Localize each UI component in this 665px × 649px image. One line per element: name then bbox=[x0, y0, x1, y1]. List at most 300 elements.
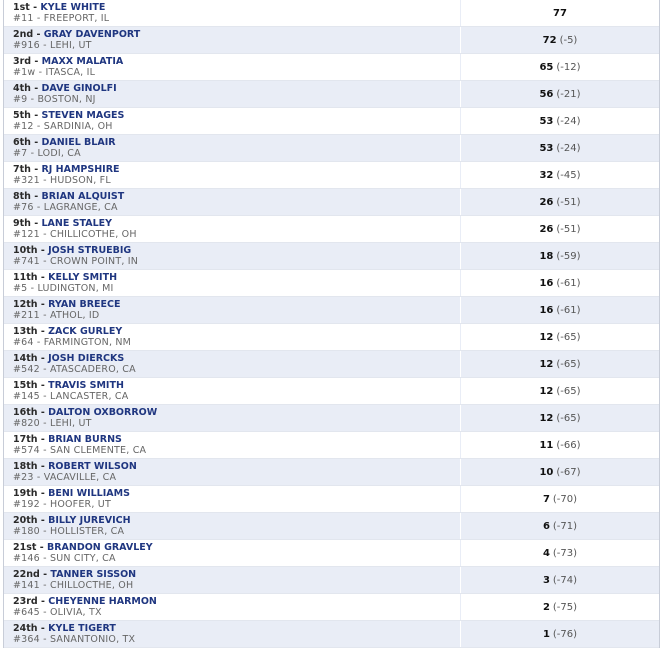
separator: - bbox=[27, 283, 38, 294]
rider-hometown: HOLLISTER, CA bbox=[49, 526, 125, 537]
points-diff: (-61) bbox=[556, 305, 581, 316]
rider-hometown: ITASCA, IL bbox=[45, 67, 96, 78]
rider-hometown: SUN CITY, CA bbox=[49, 553, 116, 564]
rider-details bbox=[13, 121, 459, 133]
place-label: 24th bbox=[13, 623, 38, 634]
separator: - bbox=[39, 175, 50, 186]
separator: - bbox=[37, 245, 49, 256]
separator: - bbox=[37, 623, 49, 634]
points-diff: (-65) bbox=[556, 332, 581, 343]
table-row bbox=[4, 189, 659, 216]
rider-hometown: FREEPORT, IL bbox=[43, 13, 110, 24]
rider-hometown: BOSTON, NJ bbox=[37, 94, 96, 105]
points-cell bbox=[461, 629, 659, 641]
rider-cell bbox=[13, 29, 459, 52]
rider-number: #542 bbox=[13, 364, 40, 375]
rider-heading bbox=[13, 515, 459, 526]
rider-cell bbox=[13, 326, 459, 349]
place-label: 7th bbox=[13, 164, 31, 175]
rider-name-link[interactable]: STEVEN MAGES bbox=[41, 110, 125, 121]
rider-cell bbox=[13, 83, 459, 106]
standings-table bbox=[4, 0, 659, 648]
rider-number: #141 bbox=[13, 580, 40, 591]
rider-name-link[interactable]: ZACK GURLEY bbox=[48, 326, 123, 337]
rider-name-link[interactable]: JOSH DIERCKS bbox=[48, 353, 125, 364]
points-diff: (-5) bbox=[559, 35, 578, 46]
table-row bbox=[4, 324, 659, 351]
rider-cell bbox=[13, 515, 459, 538]
rider-details bbox=[13, 202, 459, 214]
points-cell bbox=[461, 224, 659, 236]
place-label: 10th bbox=[13, 245, 38, 256]
table-row bbox=[4, 108, 659, 135]
place-label: 5th bbox=[13, 110, 31, 121]
rider-cell bbox=[13, 56, 459, 79]
separator: - bbox=[37, 380, 49, 391]
points-value: 26 bbox=[539, 197, 554, 208]
points-diff: (-51) bbox=[556, 197, 581, 208]
rider-hometown: CROWN POINT, IN bbox=[49, 256, 139, 267]
place-label: 22nd bbox=[13, 569, 40, 580]
rider-cell bbox=[13, 299, 459, 322]
rider-heading bbox=[13, 272, 459, 283]
separator: - bbox=[37, 596, 49, 607]
points-value: 11 bbox=[539, 440, 554, 451]
place-label: 13th bbox=[13, 326, 38, 337]
rider-hometown: HOOFER, UT bbox=[49, 499, 111, 510]
rider-number: #180 bbox=[13, 526, 40, 537]
points-cell bbox=[461, 413, 659, 425]
table-row bbox=[4, 459, 659, 486]
points-cell bbox=[461, 116, 659, 128]
place-label: 23rd bbox=[13, 596, 38, 607]
separator: - bbox=[30, 110, 42, 121]
rider-details bbox=[13, 229, 459, 241]
separator: - bbox=[36, 542, 47, 553]
rider-cell bbox=[13, 434, 459, 457]
rider-number: #645 bbox=[13, 607, 40, 618]
separator: - bbox=[30, 191, 42, 202]
points-value: 53 bbox=[539, 116, 554, 127]
points-diff: (-67) bbox=[556, 467, 581, 478]
rider-details bbox=[13, 337, 459, 349]
place-label: 3rd bbox=[13, 56, 32, 67]
place-label: 4th bbox=[13, 83, 31, 94]
rider-details bbox=[13, 499, 459, 511]
table-row bbox=[4, 27, 659, 54]
rider-number: #146 bbox=[13, 553, 40, 564]
rider-details bbox=[13, 553, 459, 565]
rider-number: #7 bbox=[13, 148, 28, 159]
separator: - bbox=[33, 29, 44, 40]
place-label: 8th bbox=[13, 191, 31, 202]
points-value: 4 bbox=[542, 548, 550, 559]
points-diff: (-65) bbox=[556, 413, 581, 424]
place-label: 17th bbox=[13, 434, 38, 445]
points-diff: (-21) bbox=[556, 89, 581, 100]
rider-name-link[interactable]: BENI WILLIAMS bbox=[48, 488, 130, 499]
rider-details bbox=[13, 148, 459, 160]
rider-hometown: LANCASTER, CA bbox=[49, 391, 129, 402]
place-label: 19th bbox=[13, 488, 38, 499]
rider-details bbox=[13, 67, 459, 79]
rider-hometown: FARMINGTON, NM bbox=[43, 337, 132, 348]
rider-heading bbox=[13, 299, 459, 310]
rider-heading bbox=[13, 380, 459, 391]
rider-cell bbox=[13, 623, 459, 646]
separator: - bbox=[39, 607, 50, 618]
rider-cell bbox=[13, 218, 459, 241]
rider-hometown: CHILLICOTHE, OH bbox=[49, 229, 137, 240]
rider-hometown: CHILLOCTHE, OH bbox=[49, 580, 134, 591]
points-cell bbox=[461, 602, 659, 614]
points-value: 32 bbox=[539, 170, 554, 181]
rider-number: #9 bbox=[13, 94, 28, 105]
rider-details bbox=[13, 283, 459, 295]
rider-name-link[interactable]: TRAVIS SMITH bbox=[48, 380, 124, 391]
rider-name-link[interactable]: TANNER SISSON bbox=[50, 569, 137, 580]
rider-cell bbox=[13, 353, 459, 376]
points-cell bbox=[461, 359, 659, 371]
rider-heading bbox=[13, 434, 459, 445]
rider-heading bbox=[13, 110, 459, 121]
rider-details bbox=[13, 310, 459, 322]
separator: - bbox=[27, 148, 38, 159]
separator: - bbox=[37, 326, 49, 337]
rider-number: #1w bbox=[13, 67, 36, 78]
points-diff: (-65) bbox=[556, 386, 581, 397]
rider-number: #64 bbox=[13, 337, 34, 348]
rider-heading bbox=[13, 542, 459, 553]
rider-heading bbox=[13, 461, 459, 472]
rider-heading bbox=[13, 83, 459, 94]
rider-details bbox=[13, 40, 459, 52]
table-row bbox=[4, 216, 659, 243]
rider-heading bbox=[13, 56, 459, 67]
rider-cell bbox=[13, 110, 459, 133]
rider-name-link[interactable]: JOSH STRUEBIG bbox=[48, 245, 132, 256]
table-row bbox=[4, 432, 659, 459]
place-label: 12th bbox=[13, 299, 38, 310]
separator: - bbox=[39, 634, 50, 645]
points-cell bbox=[461, 305, 659, 317]
points-diff: (-12) bbox=[556, 62, 581, 73]
rider-cell bbox=[13, 407, 459, 430]
rider-heading bbox=[13, 218, 459, 229]
rider-name-link[interactable]: MAXX MALATIA bbox=[41, 56, 124, 67]
rider-name-link[interactable]: BRIAN ALQUIST bbox=[41, 191, 125, 202]
table-row bbox=[4, 162, 659, 189]
rider-number: #121 bbox=[13, 229, 40, 240]
points-value: 6 bbox=[542, 521, 550, 532]
rider-name-link[interactable]: BRIAN BURNS bbox=[48, 434, 122, 445]
rider-cell bbox=[13, 569, 459, 592]
points-diff: (-76) bbox=[552, 629, 578, 640]
place-label: 9th bbox=[13, 218, 31, 229]
separator: - bbox=[39, 580, 50, 591]
separator: - bbox=[37, 461, 49, 472]
rider-hometown: SAN CLEMENTE, CA bbox=[49, 445, 147, 456]
rider-hometown: ATHOL, ID bbox=[49, 310, 100, 321]
rider-name-link[interactable]: CHEYENNE HARMON bbox=[48, 596, 157, 607]
rider-details bbox=[13, 364, 459, 376]
rider-cell bbox=[13, 380, 459, 403]
rider-heading bbox=[13, 596, 459, 607]
rider-hometown: VACAVILLE, CA bbox=[43, 472, 117, 483]
rider-hometown: LEHI, UT bbox=[49, 40, 92, 51]
points-value: 56 bbox=[539, 89, 554, 100]
separator: - bbox=[37, 272, 49, 283]
place-label: 1st bbox=[13, 2, 30, 13]
separator: - bbox=[39, 445, 50, 456]
points-cell bbox=[461, 251, 659, 263]
points-cell bbox=[461, 35, 659, 47]
rider-heading bbox=[13, 191, 459, 202]
rider-cell bbox=[13, 488, 459, 511]
place-label: 20th bbox=[13, 515, 38, 526]
rider-name-link[interactable]: RYAN BREECE bbox=[48, 299, 121, 310]
points-value: 2 bbox=[542, 602, 550, 613]
separator: - bbox=[39, 256, 50, 267]
rider-hometown: LUDINGTON, MI bbox=[37, 283, 114, 294]
points-diff: (-75) bbox=[552, 602, 578, 613]
points-cell bbox=[461, 197, 659, 209]
rider-details bbox=[13, 256, 459, 268]
rider-heading bbox=[13, 2, 459, 13]
rider-name-link[interactable]: GRAY DAVENPORT bbox=[43, 29, 141, 40]
points-diff: (-70) bbox=[552, 494, 578, 505]
points-diff: (-73) bbox=[552, 548, 578, 559]
rider-name-link[interactable]: DALTON OXBORROW bbox=[48, 407, 158, 418]
rider-details bbox=[13, 445, 459, 457]
table-row bbox=[4, 594, 659, 621]
points-cell bbox=[461, 143, 659, 155]
table-row bbox=[4, 351, 659, 378]
rider-cell bbox=[13, 137, 459, 160]
points-diff: (-24) bbox=[556, 143, 581, 154]
points-value: 1 bbox=[542, 629, 550, 640]
rider-heading bbox=[13, 623, 459, 634]
separator: - bbox=[33, 121, 44, 132]
rider-hometown: LEHI, UT bbox=[49, 418, 92, 429]
separator: - bbox=[33, 337, 44, 348]
points-cell bbox=[461, 575, 659, 587]
rider-number: #12 bbox=[13, 121, 34, 132]
rider-hometown: SARDINIA, OH bbox=[43, 121, 113, 132]
table-row bbox=[4, 81, 659, 108]
rider-details bbox=[13, 94, 459, 106]
table-row bbox=[4, 135, 659, 162]
points-value: 12 bbox=[539, 413, 554, 424]
points-cell bbox=[461, 332, 659, 344]
rider-cell bbox=[13, 272, 459, 295]
points-diff: (-24) bbox=[556, 116, 581, 127]
place-label: 14th bbox=[13, 353, 38, 364]
separator: - bbox=[37, 299, 49, 310]
separator: - bbox=[37, 488, 49, 499]
rider-number: #23 bbox=[13, 472, 34, 483]
table-row bbox=[4, 54, 659, 81]
separator: - bbox=[37, 407, 49, 418]
rider-number: #916 bbox=[13, 40, 40, 51]
points-cell bbox=[461, 8, 659, 20]
rider-number: #820 bbox=[13, 418, 40, 429]
separator: - bbox=[33, 13, 44, 24]
points-value: 3 bbox=[542, 575, 550, 586]
points-value: 72 bbox=[542, 35, 557, 46]
rider-number: #211 bbox=[13, 310, 40, 321]
rider-name-link[interactable]: BILLY JUREVICH bbox=[48, 515, 131, 526]
table-row bbox=[4, 378, 659, 405]
table-row bbox=[4, 621, 659, 648]
place-label: 6th bbox=[13, 137, 31, 148]
rider-name-link[interactable]: KELLY SMITH bbox=[48, 272, 118, 283]
rider-hometown: ATASCADERO, CA bbox=[49, 364, 136, 375]
separator: - bbox=[33, 202, 44, 213]
rider-number: #574 bbox=[13, 445, 40, 456]
rider-cell bbox=[13, 2, 459, 25]
rider-cell bbox=[13, 542, 459, 565]
points-cell bbox=[461, 467, 659, 479]
separator: - bbox=[37, 515, 49, 526]
points-cell bbox=[461, 170, 659, 182]
table-row bbox=[4, 0, 659, 27]
rider-hometown: LAGRANGE, CA bbox=[43, 202, 118, 213]
points-cell bbox=[461, 494, 659, 506]
points-value: 12 bbox=[539, 386, 554, 397]
points-cell bbox=[461, 521, 659, 533]
separator: - bbox=[39, 364, 50, 375]
separator: - bbox=[33, 472, 44, 483]
separator: - bbox=[30, 137, 42, 148]
points-value: 18 bbox=[539, 251, 554, 262]
rider-hometown: OLIVIA, TX bbox=[49, 607, 102, 618]
separator: - bbox=[30, 83, 42, 94]
table-row bbox=[4, 513, 659, 540]
place-label: 11th bbox=[13, 272, 38, 283]
table-row bbox=[4, 297, 659, 324]
rider-hometown: LODI, CA bbox=[37, 148, 81, 159]
rider-heading bbox=[13, 353, 459, 364]
rider-name-link[interactable]: KYLE TIGERT bbox=[48, 623, 116, 634]
rider-number: #192 bbox=[13, 499, 40, 510]
rider-number: #76 bbox=[13, 202, 34, 213]
rider-heading bbox=[13, 569, 459, 580]
rider-number: #5 bbox=[13, 283, 28, 294]
separator: - bbox=[30, 218, 42, 229]
points-diff: (-61) bbox=[556, 278, 581, 289]
table-row bbox=[4, 486, 659, 513]
rider-name-link[interactable]: KYLE WHITE bbox=[40, 2, 106, 13]
rider-details bbox=[13, 526, 459, 538]
points-diff: (-51) bbox=[556, 224, 581, 235]
points-diff: (-66) bbox=[556, 440, 581, 451]
separator: - bbox=[39, 499, 50, 510]
rider-details bbox=[13, 418, 459, 430]
separator: - bbox=[39, 418, 50, 429]
rider-cell bbox=[13, 461, 459, 484]
place-label: 2nd bbox=[13, 29, 34, 40]
rider-details bbox=[13, 607, 459, 619]
separator: - bbox=[39, 40, 50, 51]
table-row bbox=[4, 405, 659, 432]
separator: - bbox=[31, 56, 42, 67]
points-value: 53 bbox=[539, 143, 554, 154]
rider-name-link[interactable]: ROBERT WILSON bbox=[48, 461, 137, 472]
points-diff: (-45) bbox=[556, 170, 581, 181]
rider-cell bbox=[13, 596, 459, 619]
rider-hometown: SANANTONIO, TX bbox=[49, 634, 136, 645]
table-row bbox=[4, 567, 659, 594]
points-value: 16 bbox=[539, 278, 554, 289]
rider-name-link[interactable]: LANE STALEY bbox=[41, 218, 112, 229]
table-row bbox=[4, 540, 659, 567]
table-row bbox=[4, 243, 659, 270]
separator: - bbox=[39, 526, 50, 537]
rider-name-link[interactable]: DANIEL BLAIR bbox=[41, 137, 116, 148]
separator: - bbox=[29, 2, 41, 13]
rider-name-link[interactable]: RJ HAMPSHIRE bbox=[41, 164, 120, 175]
rider-heading bbox=[13, 407, 459, 418]
rider-heading bbox=[13, 137, 459, 148]
table-row bbox=[4, 270, 659, 297]
points-cell bbox=[461, 548, 659, 560]
points-diff: (-71) bbox=[552, 521, 578, 532]
rider-details bbox=[13, 175, 459, 187]
rider-details bbox=[13, 580, 459, 592]
rider-number: #11 bbox=[13, 13, 34, 24]
points-cell bbox=[461, 62, 659, 74]
rider-name-link[interactable]: BRANDON GRAVLEY bbox=[46, 542, 153, 553]
place-label: 18th bbox=[13, 461, 38, 472]
points-value: 77 bbox=[553, 8, 567, 19]
separator: - bbox=[39, 569, 51, 580]
rider-cell bbox=[13, 245, 459, 268]
place-label: 21st bbox=[13, 542, 37, 553]
points-cell bbox=[461, 278, 659, 290]
separator: - bbox=[27, 94, 38, 105]
points-value: 10 bbox=[539, 467, 554, 478]
points-cell bbox=[461, 89, 659, 101]
place-label: 15th bbox=[13, 380, 38, 391]
separator: - bbox=[37, 353, 49, 364]
points-diff: (-59) bbox=[556, 251, 581, 262]
points-value: 12 bbox=[539, 359, 554, 370]
rider-heading bbox=[13, 164, 459, 175]
separator: - bbox=[39, 553, 50, 564]
rider-details bbox=[13, 472, 459, 484]
rider-heading bbox=[13, 245, 459, 256]
rider-heading bbox=[13, 29, 459, 40]
separator: - bbox=[39, 310, 50, 321]
points-diff: (-65) bbox=[556, 359, 581, 370]
rider-number: #741 bbox=[13, 256, 40, 267]
points-value: 26 bbox=[539, 224, 554, 235]
rider-hometown: HUDSON, FL bbox=[49, 175, 111, 186]
points-diff: (-74) bbox=[552, 575, 578, 586]
rider-details bbox=[13, 634, 459, 646]
rider-heading bbox=[13, 326, 459, 337]
separator: - bbox=[39, 229, 50, 240]
separator: - bbox=[30, 164, 42, 175]
separator: - bbox=[39, 391, 50, 402]
separator: - bbox=[37, 434, 49, 445]
rider-number: #364 bbox=[13, 634, 40, 645]
place-label: 16th bbox=[13, 407, 38, 418]
points-value: 16 bbox=[539, 305, 554, 316]
rider-name-link[interactable]: DAVE GINOLFI bbox=[41, 83, 117, 94]
points-value: 7 bbox=[542, 494, 550, 505]
